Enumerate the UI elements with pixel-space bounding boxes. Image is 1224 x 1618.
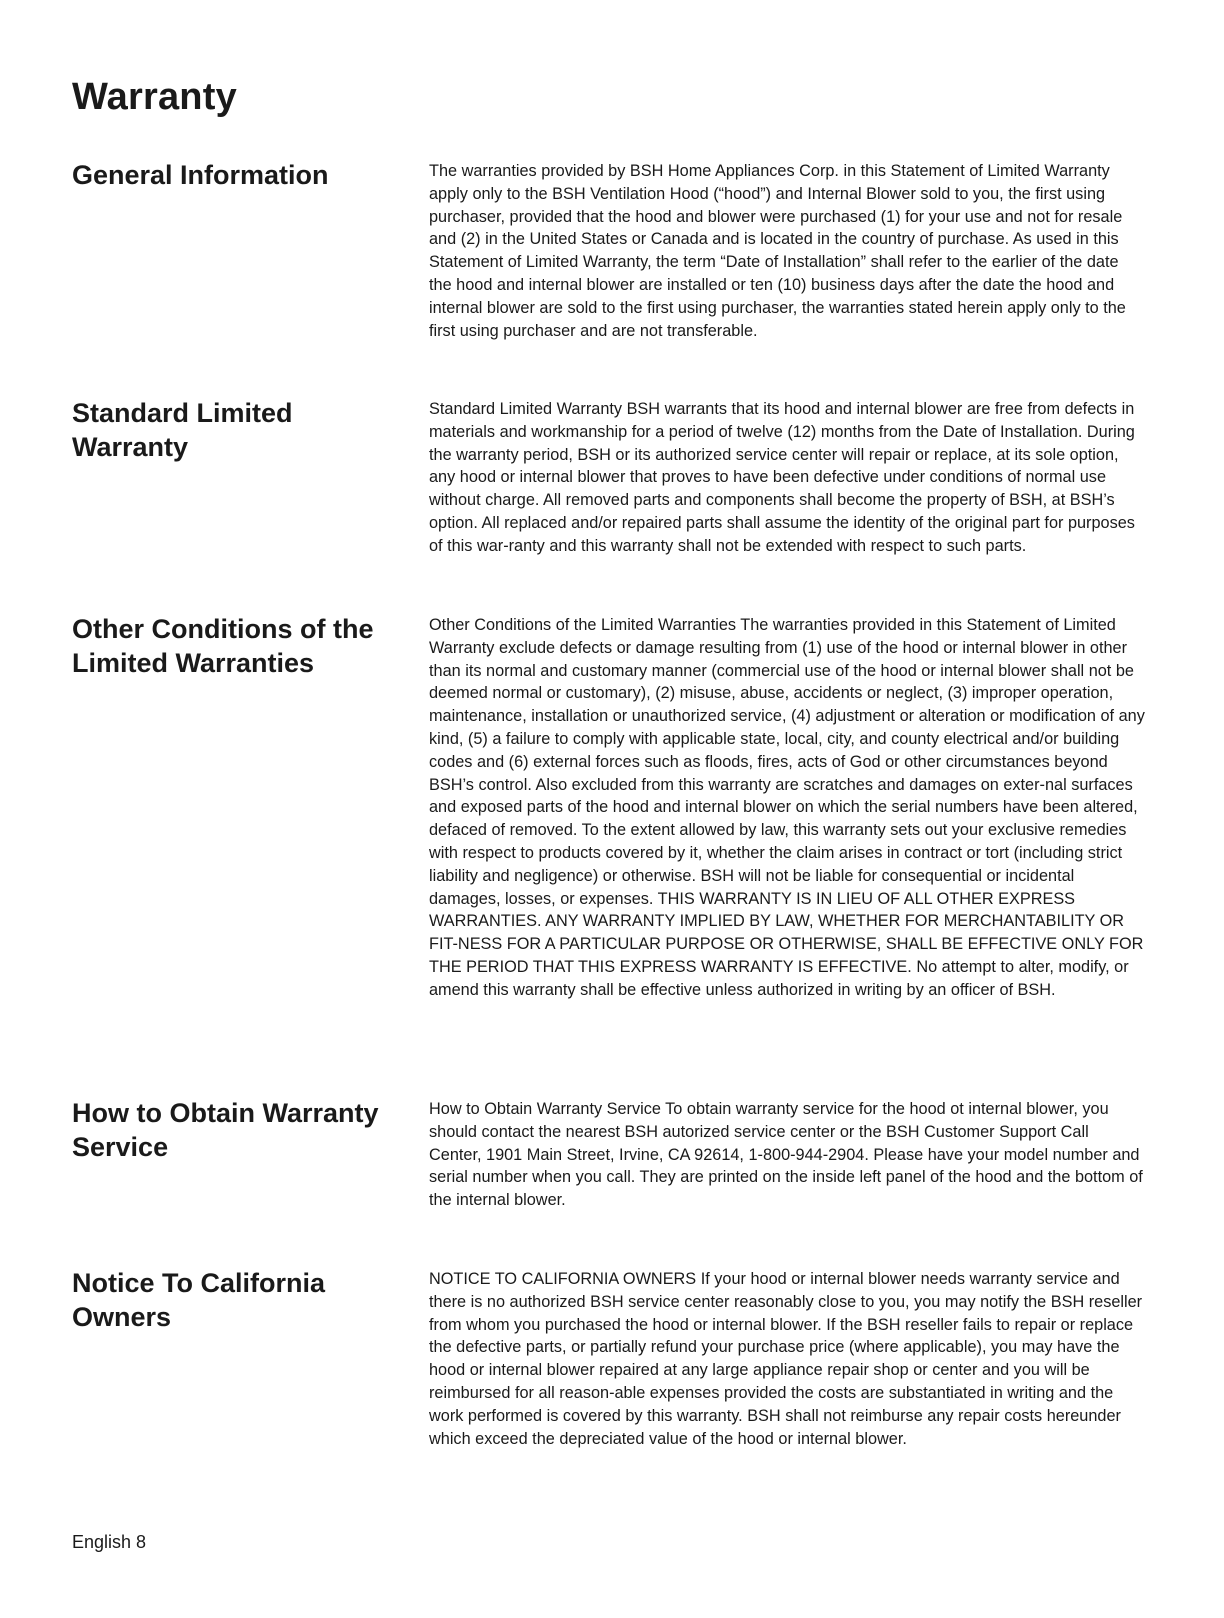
page-footer: English 8	[72, 1532, 147, 1552]
section-heading: Notice To California Owners	[72, 1268, 326, 1332]
section-heading: Standard Limited Warranty	[72, 398, 293, 462]
section-heading: How to Obtain Warranty Service	[72, 1098, 379, 1162]
section-heading: Other Conditions of the Limited Warranties	[72, 614, 374, 678]
section-body: How to Obtain Warranty Service To obtain warranty service for the hood ot internal blower, you should contact the nearest BSH autorized service center or the BSH Customer Support Call Center, 1901 Main Street, Irvine, CA 92614, 1-800-944-2904. Please have your model number and serial number when you call. They are printed on the inside left panel of the hood and the bottom of the internal blower.	[429, 1100, 1143, 1210]
section-body: Other Conditions of the Limited Warranties The warranties provided in this Statement of Limited Warranty exclude defects or damage resulting from (1) use of the hood or internal blower in other than its normal and customary manner (commercial use of the hood or internal blower shall not be deemed normal or customary), (2) misuse, abuse, accidents or neglect, (3) improper operation, maintenance, installation or unauthorized service, (4) adjustment or alteration or modification of any kind, (5) a failure to comply with applicable state, local, city, and county electrical and/or building codes and (6) external forces such as floods, fires, acts of God or other circumstances beyond BSH’s control. Also excluded from this warranty are scratches and damages on exter-nal surfaces and exposed parts of the hood and internal blower on which the serial numbers have been altered, defaced of removed. To the extent allowed by law, this warranty sets out your exclusive remedies with respect to products covered by it, whether the claim arises in contract or tort (including strict liability and negligence) or otherwise. BSH will not be liable for consequential or incidental damages, losses, or expenses. THIS WARRANTY IS IN LIEU OF ALL OTHER EXPRESS WARRANTIES. ANY WARRANTY IMPLIED BY LAW, WHETHER FOR MERCHANTABILITY OR FIT-NESS FOR A PARTICULAR PURPOSE OR OTHERWISE, SHALL BE EFFECTIVE ONLY FOR THE PERIOD THAT THIS EXPRESS WARRANTY IS EFFECTIVE. No attempt to alter, modify, or amend this warranty shall be effective unless authorized in writing by an officer of BSH.	[429, 616, 1145, 999]
page-title: Warranty	[72, 76, 237, 118]
section-body: The warranties provided by BSH Home Appliances Corp. in this Statement of Limited Warranty apply only to the BSH Ventilation Hood (“hood”) and Internal Blower sold to you, the first using purchaser, provided that the hood and blower were purchased (1) for your use and not for resale and (2) in the United States or Canada and is located in the country of purchase. As used in this Statement of Limited Warranty, the term “Date of Installation” shall refer to the earlier of the date the hood and internal blower are installed or ten (10) business days after the date the hood and internal blower are sold to the first using purchaser, the warranties stated herein apply only to the first using purchaser and are not transferable.	[429, 162, 1126, 340]
section-body: NOTICE TO CALIFORNIA OWNERS If your hood or internal blower needs warranty service and there is no authorized BSH service center reasonably close to you, you may notify the BSH reseller from whom you purchased the hood or internal blower. If the BSH reseller fails to repair or replace the defective parts, or partially refund your purchase price (where applicable), you may have the hood or internal blower repaired at any large appliance repair shop or center and you will be reimbursed for all reason-able expenses provided the costs are substantiated in writing and the work performed is covered by this warranty. BSH shall not reimburse any repair costs hereunder which exceed the depreciated value of the hood or internal blower.	[429, 1270, 1143, 1448]
section-body: Standard Limited Warranty BSH warrants that its hood and internal blower are free from defects in materials and workmanship for a period of twelve (12) months from the Date of Installation. During the warranty period, BSH or its authorized service center will repair or replace, at its sole option, any hood or internal blower that proves to have been defective under conditions of normal use without charge. All removed parts and components shall become the property of BSH, at BSH’s option. All replaced and/or repaired parts shall assume the identity of the original part for purposes of this war-ranty and this warranty shall not be extended with respect to such parts.	[429, 400, 1135, 555]
section-heading: General Information	[72, 160, 329, 190]
